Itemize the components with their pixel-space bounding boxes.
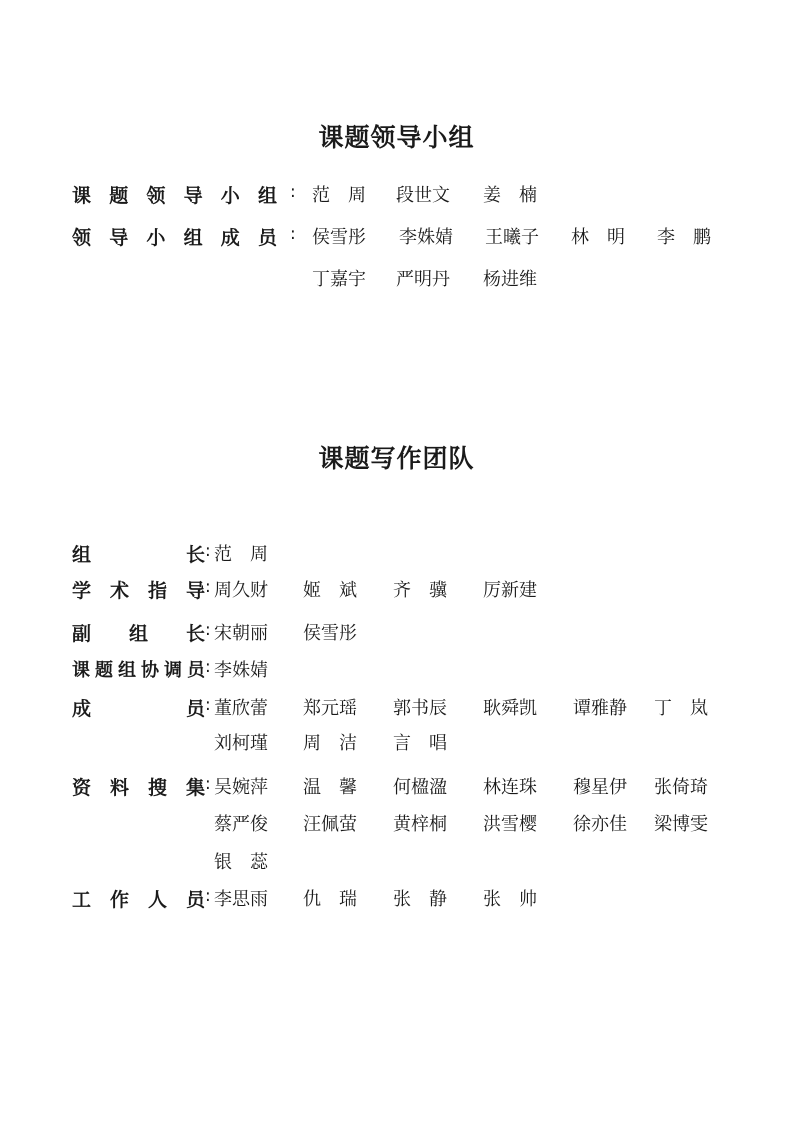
row-label: 资 料 搜 集 bbox=[72, 777, 205, 799]
name: 梁博雯 bbox=[654, 814, 708, 835]
name: 耿舜凯 bbox=[483, 698, 537, 719]
name: 严明丹 bbox=[396, 269, 450, 290]
name: 李 鹏 bbox=[657, 227, 711, 248]
name: 温 馨 bbox=[303, 777, 357, 798]
name: 穆星伊 bbox=[573, 777, 627, 798]
name: 周 洁 bbox=[303, 733, 357, 754]
name: 郭书辰 bbox=[393, 698, 447, 719]
name: 侯雪彤 bbox=[303, 623, 357, 644]
row-colon: : bbox=[205, 541, 211, 561]
name: 丁嘉宇 bbox=[312, 269, 366, 290]
name: 李姝婧 bbox=[214, 660, 268, 681]
row-label: 课 题 领 导 小 组 bbox=[72, 185, 277, 207]
name: 李思雨 bbox=[214, 889, 268, 910]
name: 银 蕊 bbox=[214, 852, 268, 873]
section-title-writing-team: 课题写作团队 bbox=[318, 444, 475, 473]
row-colon: : bbox=[205, 577, 211, 597]
name: 吴婉萍 bbox=[214, 777, 268, 798]
name: 侯雪彤 bbox=[312, 227, 366, 248]
row-label: 工 作 人 员 bbox=[72, 889, 205, 911]
row-label: 副 组 长 bbox=[72, 623, 205, 645]
name: 董欣蕾 bbox=[214, 698, 268, 719]
name: 林 明 bbox=[571, 227, 625, 248]
name: 黄梓桐 bbox=[393, 814, 447, 835]
name: 谭雅静 bbox=[573, 698, 627, 719]
row-colon: : bbox=[290, 182, 296, 202]
section-title-leadership: 课题领导小组 bbox=[318, 123, 475, 152]
row-colon: : bbox=[290, 224, 296, 244]
name: 汪佩萤 bbox=[303, 814, 357, 835]
name: 林连珠 bbox=[483, 777, 537, 798]
name: 齐 骥 bbox=[393, 580, 447, 601]
name: 仇 瑞 bbox=[303, 889, 357, 910]
name: 姬 斌 bbox=[303, 580, 357, 601]
name: 张倚琦 bbox=[654, 777, 708, 798]
name: 张 静 bbox=[393, 889, 447, 910]
name: 段世文 bbox=[396, 185, 450, 206]
name: 范 周 bbox=[214, 544, 268, 565]
name: 周久财 bbox=[214, 580, 268, 601]
name: 杨进维 bbox=[483, 269, 537, 290]
row-colon: : bbox=[205, 886, 211, 906]
name: 洪雪樱 bbox=[483, 814, 537, 835]
name: 厉新建 bbox=[483, 580, 537, 601]
name: 宋朝丽 bbox=[214, 623, 268, 644]
name: 何楹溋 bbox=[393, 777, 447, 798]
row-colon: : bbox=[205, 657, 211, 677]
row-colon: : bbox=[205, 620, 211, 640]
name: 丁 岚 bbox=[654, 698, 708, 719]
row-label: 领 导 小 组 成 员 bbox=[72, 227, 277, 249]
row-label: 成 员 bbox=[72, 698, 205, 720]
name: 蔡严俊 bbox=[214, 814, 268, 835]
row-label: 组 长 bbox=[72, 544, 205, 566]
name: 王曦子 bbox=[485, 227, 539, 248]
row-label: 课题组协调员 bbox=[72, 660, 205, 681]
name: 徐亦佳 bbox=[573, 814, 627, 835]
name: 姜 楠 bbox=[483, 185, 537, 206]
row-colon: : bbox=[205, 695, 211, 715]
name: 范 周 bbox=[312, 185, 366, 206]
name: 郑元瑶 bbox=[303, 698, 357, 719]
name: 张 帅 bbox=[483, 889, 537, 910]
name: 李姝婧 bbox=[399, 227, 453, 248]
name: 言 唱 bbox=[393, 733, 447, 754]
row-colon: : bbox=[205, 774, 211, 794]
name: 刘柯瑾 bbox=[214, 733, 268, 754]
row-label: 学 术 指 导 bbox=[72, 580, 205, 602]
